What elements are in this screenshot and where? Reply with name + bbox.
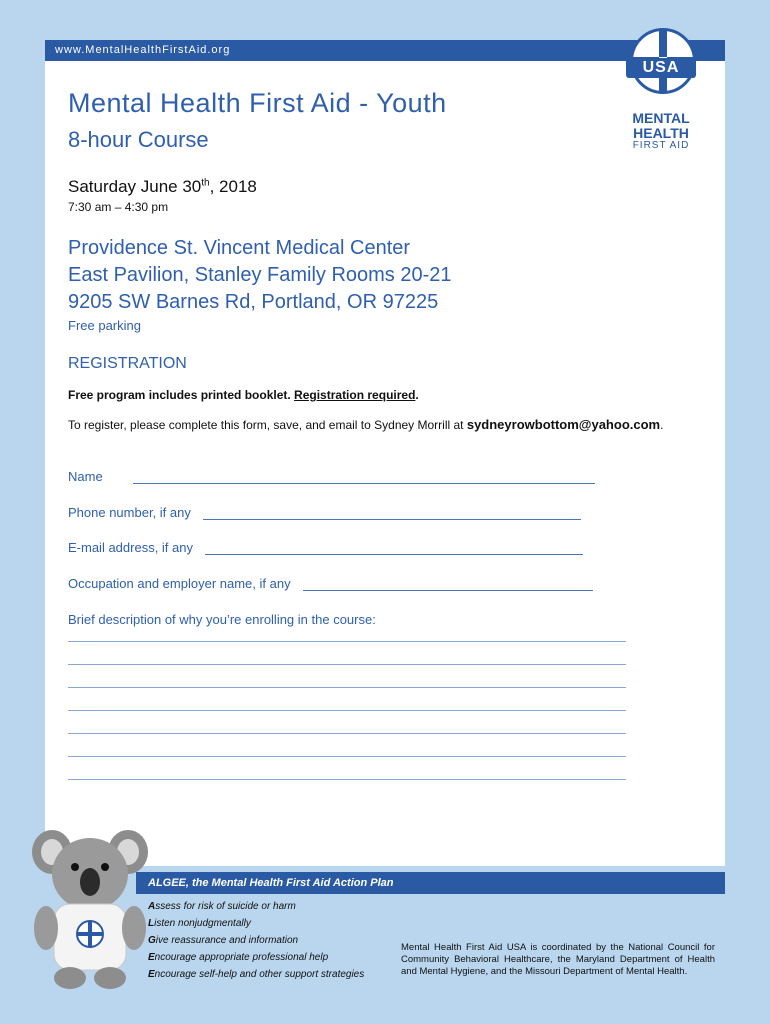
email-label: E-mail address, if any	[68, 540, 193, 555]
coordination-note: Mental Health First Aid USA is coordinated by the National Council for Community Behavioral Healthcare, the Maryland Department of Health and Mental Hygiene, and the Missouri Department of Mental Health.	[401, 942, 715, 977]
flyer-page	[45, 40, 725, 866]
mhfa-logo	[606, 22, 716, 157]
logo-usa: USA	[642, 59, 680, 76]
occupation-field-row	[68, 576, 593, 591]
website-url[interactable]: www.MentalHealthFirstAid.org	[55, 44, 231, 56]
phone-field-row	[68, 505, 581, 520]
venue-address: 9205 SW Barnes Rd, Portland, OR 97225	[68, 291, 439, 313]
description-line[interactable]	[68, 779, 626, 780]
description-line[interactable]	[68, 641, 626, 642]
occupation-label: Occupation and employer name, if any	[68, 576, 291, 591]
logo-line-2: HEALTH	[633, 125, 689, 141]
occupation-input[interactable]	[303, 576, 593, 591]
phone-input[interactable]	[203, 505, 581, 520]
course-subtitle: 8-hour Course	[68, 127, 209, 152]
description-line[interactable]	[68, 710, 626, 711]
logo-line-1: MENTAL	[632, 110, 690, 126]
contact-email-link[interactable]: sydneyrowbottom@yahoo.com	[466, 417, 661, 432]
algee-item: Give reassurance and information	[148, 935, 299, 946]
description-line[interactable]	[68, 664, 626, 665]
koala-mascot-image	[30, 812, 150, 992]
description-line[interactable]	[68, 733, 626, 734]
registration-heading: REGISTRATION	[68, 355, 187, 372]
name-field-row	[68, 469, 595, 484]
description-label: Brief description of why you’re enrolling in the course:	[68, 612, 376, 627]
email-field-row	[68, 540, 583, 555]
free-program-note: Free program includes printed booklet. Registration required.	[68, 388, 419, 402]
algee-item: Encourage self-help and other support strategies	[148, 969, 365, 980]
course-date: Saturday June 30th, 2018	[68, 177, 257, 196]
venue-name: Providence St. Vincent Medical Center	[68, 237, 411, 259]
registration-instructions: To register, please complete this form, save, and email to Sydney Morrill at sydneyrowbottom@yahoo.com.	[68, 417, 664, 432]
name-label: Name	[68, 469, 103, 484]
name-input[interactable]	[133, 469, 595, 484]
phone-label: Phone number, if any	[68, 505, 191, 520]
venue-building: East Pavilion, Stanley Family Rooms 20-21	[68, 264, 452, 286]
course-time: 7:30 am – 4:30 pm	[68, 200, 169, 214]
description-line[interactable]	[68, 687, 626, 688]
algee-item: Encourage appropriate professional help	[148, 952, 329, 963]
algee-item: Assess for risk of suicide or harm	[148, 901, 296, 912]
algee-item: Listen nonjudgmentally	[148, 918, 251, 929]
description-line[interactable]	[68, 756, 626, 757]
parking-note: Free parking	[68, 318, 141, 333]
logo-line-3: FIRST AID	[632, 140, 690, 151]
algee-banner	[136, 872, 725, 894]
email-input[interactable]	[205, 540, 583, 555]
algee-heading: ALGEE, the Mental Health First Aid Action Plan	[148, 877, 394, 889]
course-title: Mental Health First Aid - Youth	[68, 88, 447, 118]
